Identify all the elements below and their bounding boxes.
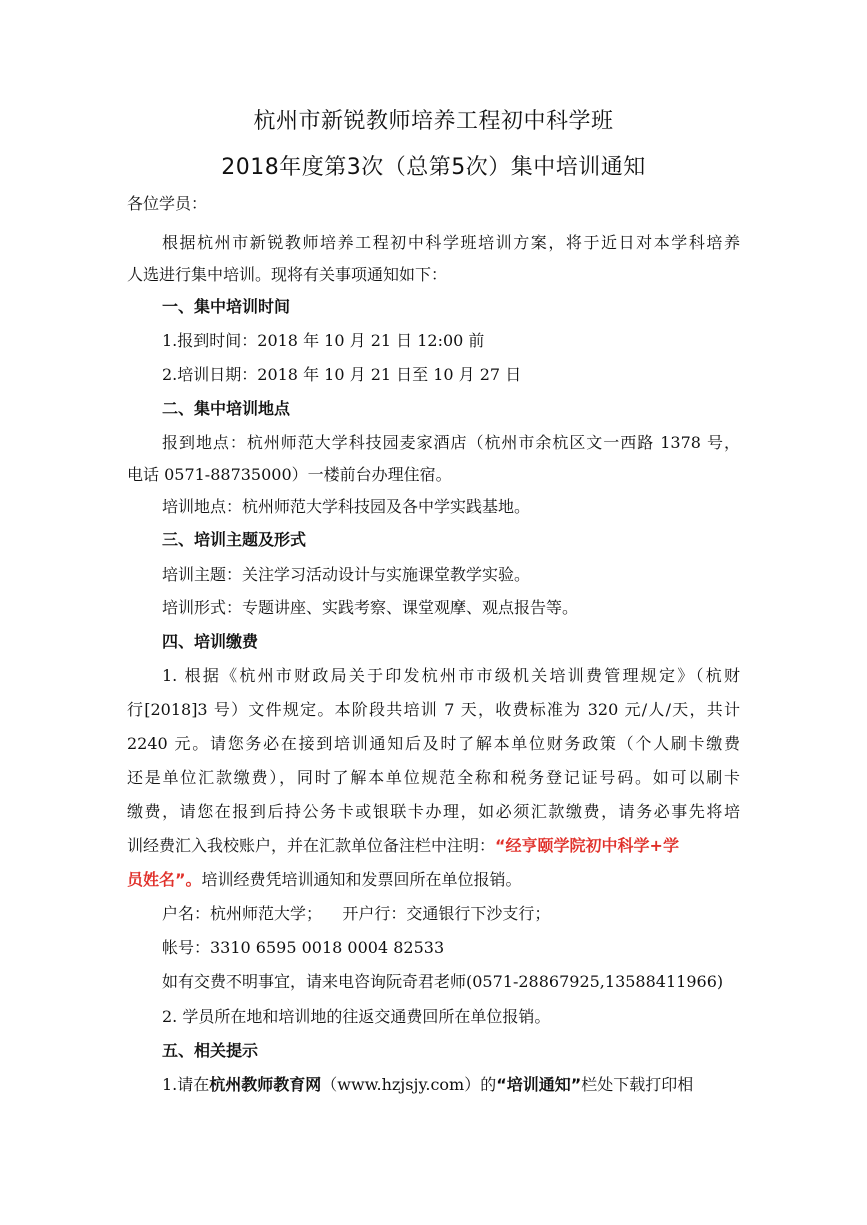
document-title: 杭州市新锐教师培养工程初中科学班 <box>253 109 614 134</box>
training-dates: 2.培训日期：2018 年 10 月 21 日至 10 月 27 日 <box>162 365 522 384</box>
bank-account-number: 帐号：3310 6595 0018 0004 82533 <box>162 938 445 957</box>
fee-paragraph-line4: 还是单位汇款缴费），同时了解本单位规范全称和税务登记证号码。如可以刷卡 <box>127 768 740 787</box>
fee-paragraph-line7 <box>127 870 522 890</box>
salutation: 各位学员： <box>127 194 208 213</box>
tip-1-line <box>162 1075 693 1095</box>
bank-account-name: 户名：杭州师范大学； 开户行：交通银行下沙支行； <box>162 904 551 923</box>
section-2-heading: 二、集中培训地点 <box>162 399 291 418</box>
travel-reimbursement: 2. 学员所在地和培训地的往返交通费回所在单位报销。 <box>162 1007 551 1026</box>
tip-1-prefix: 1.请在 <box>162 1075 210 1094</box>
tip-1-suffix: 栏处下载打印相 <box>581 1075 694 1094</box>
fee-paragraph-line2: 行[2018]3 号）文件规定。本阶段共培训 7 天，收费标准为 320 元/人/天，共计 <box>127 700 740 719</box>
checkin-time: 1.报到时间：2018 年 10 月 21 日 12:00 前 <box>162 331 485 350</box>
intro-paragraph-line1: 根据杭州市新锐教师培养工程初中科学班培训方案，将于近日对本学科培养 <box>162 233 740 252</box>
section-5-heading: 五、相关提示 <box>162 1041 259 1060</box>
section-3-heading: 三、培训主题及形式 <box>162 530 307 549</box>
website-name: 杭州教师教育网 <box>209 1075 322 1094</box>
training-notice-column: “培训通知” <box>496 1075 582 1094</box>
training-form: 培训形式：专题讲座、实践考察、课堂观摩、观点报告等。 <box>162 598 579 617</box>
checkin-location-line2: 电话 0571-88735000）一楼前台办理住宿。 <box>127 465 452 484</box>
fee-paragraph-line6 <box>127 836 679 856</box>
training-theme: 培训主题：关注学习活动设计与实施课堂教学实验。 <box>162 565 531 584</box>
fee-contact-info: 如有交费不明事宜，请来电咨询阮奇君老师(0571-28867925,13588411966) <box>162 972 724 991</box>
fee-remittance-note: 训经费汇入我校账户，并在汇款单位备注栏中注明： <box>127 836 496 855</box>
fee-paragraph-line5: 缴费，请您在报到后持公务卡或银联卡办理，如必须汇款缴费，请务必事先将培 <box>127 802 740 821</box>
website-url: （www.hzjsjy.com）的 <box>321 1075 497 1094</box>
section-1-heading: 一、集中培训时间 <box>162 297 291 316</box>
intro-paragraph-line2: 人选进行集中培训。现将有关事项通知如下： <box>127 265 448 284</box>
fee-paragraph-line3: 2240 元。请您务必在接到培训通知后及时了解本单位财务政策（个人刷卡缴费 <box>127 734 740 753</box>
fee-paragraph-line1: 1. 根据《杭州市财政局关于印发杭州市市级机关培训费管理规定》（杭财 <box>162 666 740 685</box>
section-4-heading: 四、培训缴费 <box>162 632 259 651</box>
remark-highlight-part1: “经亨颐学院初中科学+学 <box>495 836 679 855</box>
remark-highlight-part2: 员姓名”。 <box>127 870 202 889</box>
reimbursement-note: 培训经费凭培训通知和发票回所在单位报销。 <box>201 870 522 889</box>
checkin-location-line1: 报到地点：杭州师范大学科技园麦家酒店（杭州市余杭区文一西路 1378 号， <box>162 433 740 452</box>
training-location: 培训地点：杭州师范大学科技园及各中学实践基地。 <box>162 497 531 516</box>
document-subtitle: 2018年度第3次（总第5次）集中培训通知 <box>221 155 646 180</box>
